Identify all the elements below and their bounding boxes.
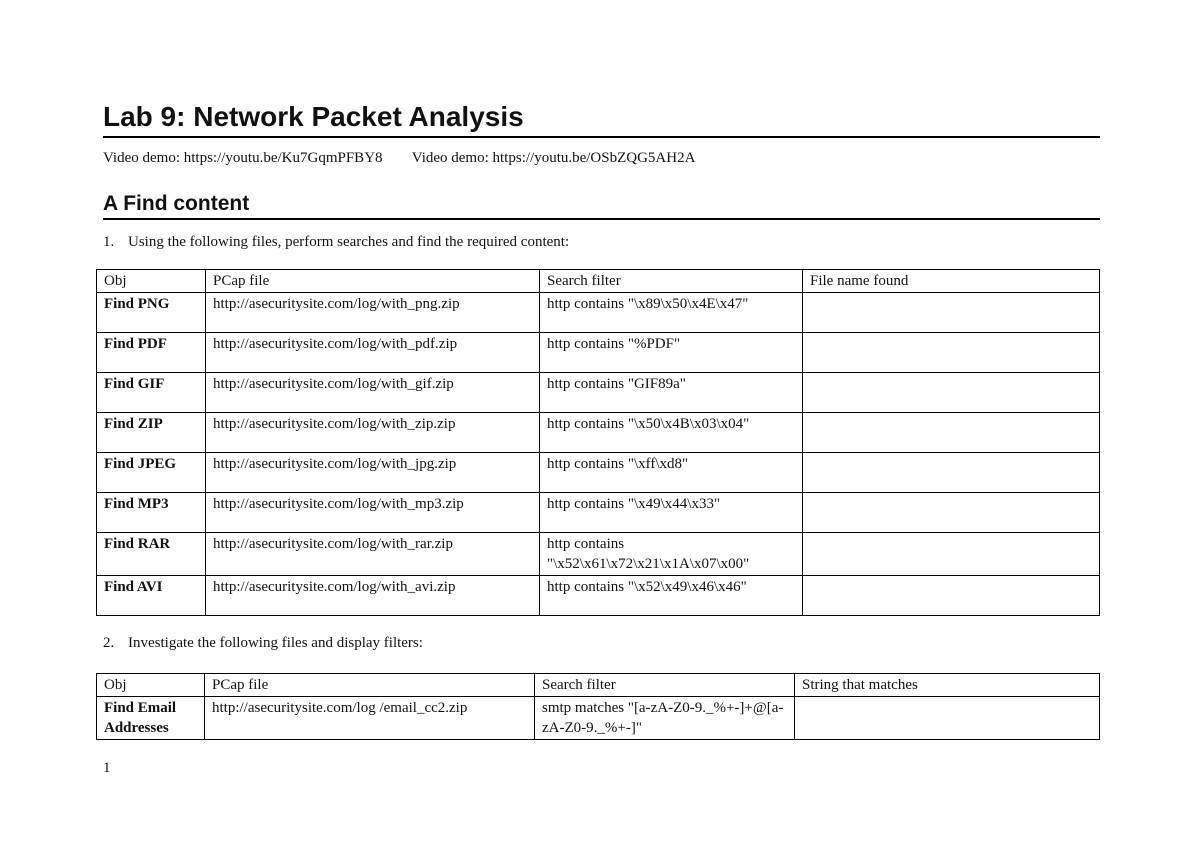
search-filter-cell: http contains "\x52\x61\x72\x21\x1A\x07\x00"	[540, 533, 803, 576]
file-name-found-cell[interactable]	[803, 293, 1100, 333]
table-row	[97, 576, 1100, 616]
file-name-found-cell[interactable]	[803, 493, 1100, 533]
search-filter-cell: http contains "\x50\x4B\x03\x04"	[540, 413, 803, 453]
table-row	[97, 373, 1100, 413]
list-text-2: Investigate the following files and display filters:	[128, 635, 423, 651]
header-obj: Obj	[97, 674, 205, 697]
table-header-row	[97, 674, 1100, 697]
file-name-found-cell[interactable]	[803, 373, 1100, 413]
file-name-found-cell[interactable]	[803, 333, 1100, 373]
header-pcap-file: PCap file	[206, 270, 540, 293]
video-demo-link-1[interactable]: https://youtu.be/Ku7GqmPFBY8	[183, 150, 383, 166]
search-filter-cell: http contains "\xff\xd8"	[540, 453, 803, 493]
table-row	[97, 493, 1100, 533]
pcap-file-cell[interactable]: http://asecuritysite.com/log/with_gif.zip	[206, 373, 540, 413]
file-name-found-cell[interactable]	[803, 413, 1100, 453]
table-row	[97, 697, 1100, 740]
obj-cell: Find PDF	[97, 333, 206, 373]
header-string-that-matches: String that matches	[795, 674, 1100, 697]
page-number: 1	[103, 760, 111, 776]
obj-cell: Find AVI	[97, 576, 206, 616]
pcap-file-cell[interactable]: http://asecuritysite.com/log/with_mp3.zip	[206, 493, 540, 533]
header-obj: Obj	[97, 270, 206, 293]
list-item-2	[103, 633, 423, 653]
obj-cell: Find ZIP	[97, 413, 206, 453]
pcap-file-cell[interactable]: http://asecuritysite.com/log /email_cc2.zip	[205, 697, 535, 740]
list-number-2: 2.	[103, 635, 115, 651]
obj-cell: Find GIF	[97, 373, 206, 413]
pcap-file-cell[interactable]: http://asecuritysite.com/log/with_pdf.zip	[206, 333, 540, 373]
video-links-line	[103, 148, 695, 168]
header-search-filter: Search filter	[535, 674, 795, 697]
pcap-file-cell[interactable]: http://asecuritysite.com/log/with_jpg.zip	[206, 453, 540, 493]
header-file-name-found: File name found	[803, 270, 1100, 293]
table-row	[97, 453, 1100, 493]
file-search-table	[96, 269, 1100, 616]
search-filter-cell: http contains "GIF89a"	[540, 373, 803, 413]
pcap-file-cell[interactable]: http://asecuritysite.com/log/with_rar.zip	[206, 533, 540, 576]
pcap-file-cell[interactable]: http://asecuritysite.com/log/with_zip.zip	[206, 413, 540, 453]
video-demo-label-1: Video demo:	[103, 150, 180, 166]
section-heading: A Find content	[103, 191, 1100, 220]
obj-cell: Find Email Addresses	[97, 697, 205, 740]
file-name-found-cell[interactable]	[803, 533, 1100, 576]
file-name-found-cell[interactable]	[803, 576, 1100, 616]
display-filter-table	[96, 673, 1100, 740]
search-filter-cell: http contains "%PDF"	[540, 333, 803, 373]
search-filter-cell: http contains "\x89\x50\x4E\x47"	[540, 293, 803, 333]
table-row	[97, 533, 1100, 576]
table-row	[97, 413, 1100, 453]
list-number-1: 1.	[103, 234, 115, 250]
search-filter-cell: http contains "\x49\x44\x33"	[540, 493, 803, 533]
page-title: Lab 9: Network Packet Analysis	[103, 100, 1100, 138]
table-row	[97, 293, 1100, 333]
list-item-1	[103, 232, 569, 252]
obj-cell: Find PNG	[97, 293, 206, 333]
obj-cell: Find JPEG	[97, 453, 206, 493]
search-filter-cell: http contains "\x52\x49\x46\x46"	[540, 576, 803, 616]
header-search-filter: Search filter	[540, 270, 803, 293]
string-that-matches-cell[interactable]	[795, 697, 1100, 740]
table-header-row	[97, 270, 1100, 293]
obj-cell: Find RAR	[97, 533, 206, 576]
pcap-file-cell[interactable]: http://asecuritysite.com/log/with_avi.zip	[206, 576, 540, 616]
file-name-found-cell[interactable]	[803, 453, 1100, 493]
pcap-file-cell[interactable]: http://asecuritysite.com/log/with_png.zip	[206, 293, 540, 333]
header-pcap-file: PCap file	[205, 674, 535, 697]
search-filter-cell: smtp matches "[a-zA-Z0-9._%+-]+@[a-zA-Z0-9._%+-]"	[535, 697, 795, 740]
list-text-1: Using the following files, perform searches and find the required content:	[128, 234, 570, 250]
video-demo-label-2: Video demo:	[411, 150, 489, 166]
table-row	[97, 333, 1100, 373]
obj-cell: Find MP3	[97, 493, 206, 533]
video-demo-link-2[interactable]: https://youtu.be/OSbZQG5AH2A	[492, 150, 696, 166]
